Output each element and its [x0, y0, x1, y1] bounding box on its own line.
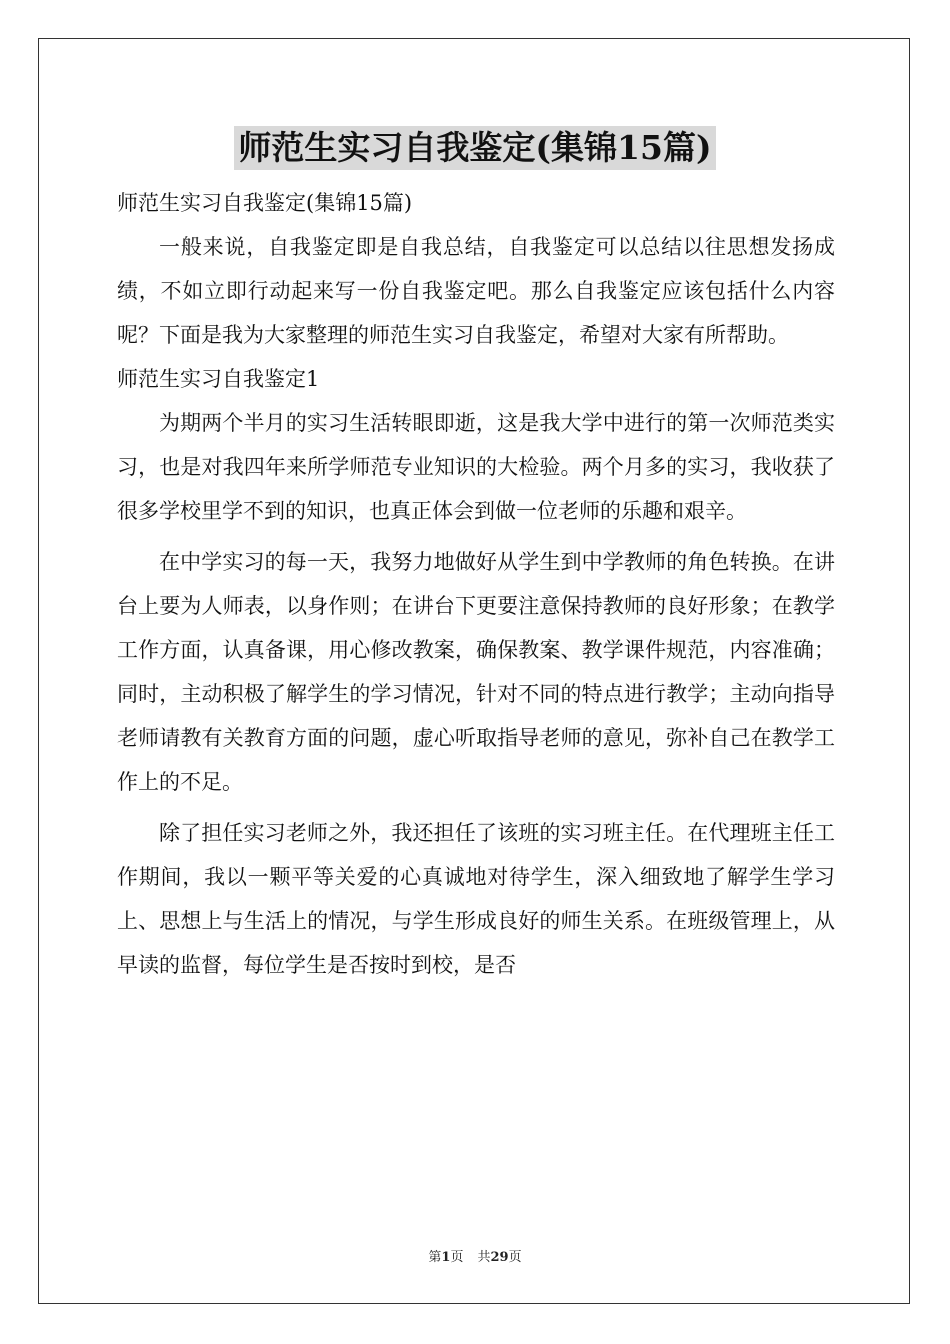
- title-wrap: [0, 126, 950, 170]
- page-suffix: 页: [450, 1250, 464, 1265]
- body-paragraph: 在中学实习的每一天，我努力地做好从学生到中学教师的角色转换。在讲台上要为人师表，以身作则；在讲台下更要注意保持教师的良好形象；在教学工作方面，认真备课，用心修改教案，确保教案、教学课件规范，内容准确；同时，主动积极了解学生的学习情况，针对不同的特点进行教学；主动向指导老师请教有关教育方面的问题，虚心听取指导老师的意见，弥补自己在教学工作上的不足。: [117, 550, 835, 794]
- total-prefix: 共: [477, 1250, 491, 1265]
- document-body: [117, 181, 835, 987]
- total-pages: 29: [490, 1250, 509, 1265]
- section-heading: 师范生实习自我鉴定1: [117, 367, 320, 391]
- document-subtitle: 师范生实习自我鉴定(集锦15篇): [117, 191, 413, 215]
- page-prefix: 第: [428, 1250, 442, 1265]
- page-number: 1: [441, 1250, 451, 1265]
- body-paragraph: 除了担任实习老师之外，我还担任了该班的实习班主任。在代理班主任工作期间，我以一颗平等关爱的心真诚地对待学生，深入细致地了解学生学习上、思想上与生活上的情况，与学生形成良好的师生关系。在班级管理上，从早读的监督，每位学生是否按时到校，是否: [117, 821, 835, 977]
- document-title: 师范生实习自我鉴定(集锦15篇): [234, 126, 715, 170]
- body-paragraph: 为期两个半月的实习生活转眼即逝，这是我大学中进行的第一次师范类实习，也是对我四年来所学师范专业知识的大检验。两个月多的实习，我收获了很多学校里学不到的知识，也真正体会到做一位老师的乐趣和艰辛。: [117, 411, 835, 523]
- total-suffix: 页: [508, 1250, 522, 1265]
- intro-paragraph: 一般来说，自我鉴定即是自我总结，自我鉴定可以总结以往思想发扬成绩，不如立即行动起来写一份自我鉴定吧。那么自我鉴定应该包括什么内容呢？下面是我为大家整理的师范生实习自我鉴定，希望对大家有所帮助。: [117, 235, 835, 347]
- page-footer: [0, 1249, 950, 1267]
